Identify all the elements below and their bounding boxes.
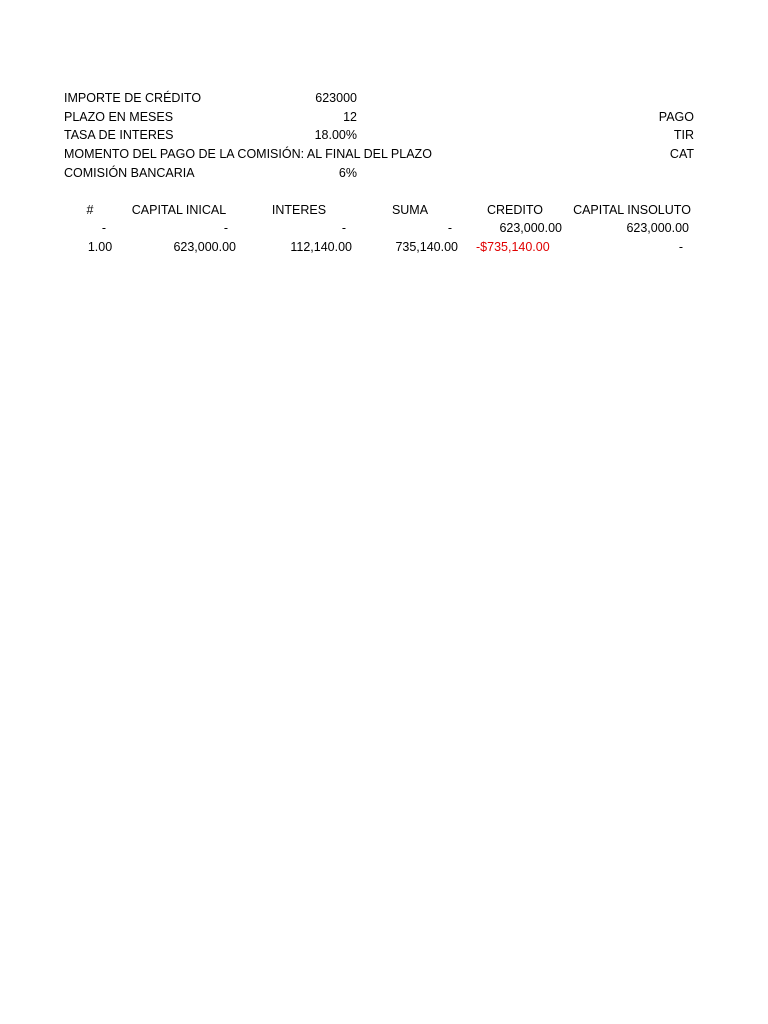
tasa-label: TASA DE INTERES: [64, 128, 174, 142]
row0-credito: 623,000.00: [499, 221, 562, 235]
row1-capital-insoluto: -: [678, 240, 683, 254]
row0-interes: -: [341, 221, 346, 235]
row0-suma: -: [447, 221, 452, 235]
row1-credito: -$735,140.00: [476, 240, 550, 254]
comision-value: 6%: [338, 166, 357, 180]
plazo-label: PLAZO EN MESES: [64, 110, 174, 124]
header-interes: INTERES: [271, 203, 327, 217]
cat-label: CAT: [669, 147, 694, 161]
header-capital-inical: CAPITAL INICAL: [131, 203, 227, 217]
pago-label: PAGO: [658, 110, 694, 124]
header-credito: CREDITO: [486, 203, 544, 217]
row1-suma: 735,140.00: [395, 240, 458, 254]
importe-value: 623000: [315, 91, 357, 105]
header-suma: SUMA: [391, 203, 429, 217]
header-number: #: [86, 203, 94, 217]
tasa-value: 18.00%: [314, 128, 357, 142]
row1-interes: 112,140.00: [290, 240, 352, 254]
row0-capital-inical: -: [223, 221, 228, 235]
momento-label: MOMENTO DEL PAGO DE LA COMISIÓN: AL FINAL DEL PLAZO: [64, 147, 432, 161]
comision-label: COMISIÓN BANCARIA: [64, 166, 195, 180]
row1-number: 1.00: [87, 240, 113, 254]
tir-label: TIR: [673, 128, 694, 142]
plazo-value: 12: [343, 110, 357, 124]
row0-number: -: [101, 221, 107, 235]
header-capital-insoluto: CAPITAL INSOLUTO: [573, 203, 691, 217]
row1-capital-inical: 623,000.00: [173, 240, 236, 254]
row0-capital-insoluto: 623,000.00: [626, 221, 689, 235]
importe-label: IMPORTE DE CRÉDITO: [64, 91, 202, 105]
